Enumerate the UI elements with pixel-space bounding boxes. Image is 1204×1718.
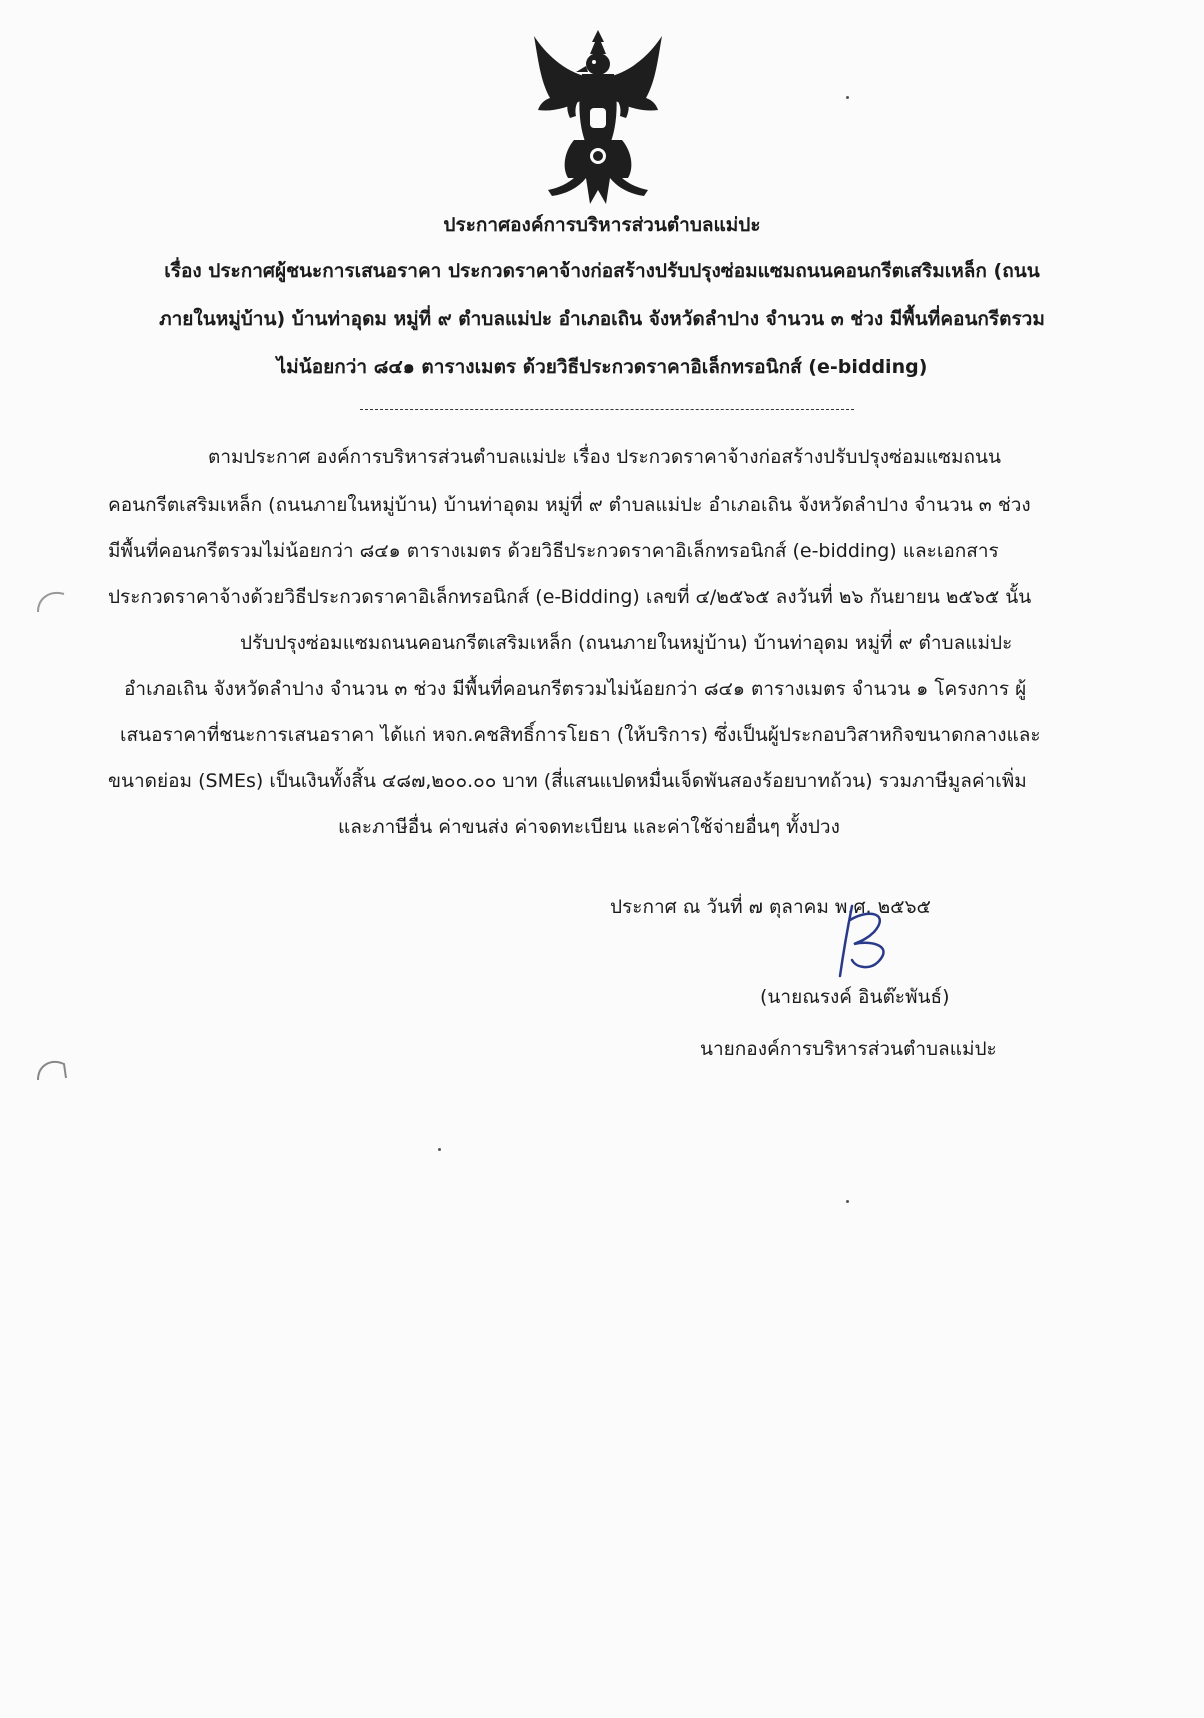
subject-line: เรื่อง ประกาศผู้ชนะการเสนอราคา ประกวดราคาจ้างก่อสร้างปรับปรุงซ่อมแซมถนนคอนกรีตเสริมเหล็ก (ถนน [164,260,1040,282]
paragraph-line: ประกวดราคาจ้างด้วยวิธีประกวดราคาอิเล็กทรอนิกส์ (e-Bidding) เลขที่ ๔/๒๕๖๕ ลงวันที่ ๒๖ กันยายน ๒๕๖๕ นั้น [108,586,1032,608]
announce-date: ประกาศ ณ วันที่ ๗ ตุลาคม พ.ศ. ๒๕๖๕ [610,896,931,918]
announcement-title: ประกาศองค์การบริหารส่วนตำบลแม่ปะ [443,214,761,236]
subject-line: ไม่น้อยกว่า ๘๔๑ ตารางเมตร ด้วยวิธีประกวดราคาอิเล็กทรอนิกส์ (e-bidding) [276,356,928,378]
scan-speck [846,1200,849,1203]
paragraph-line: คอนกรีตเสริมเหล็ก (ถนนภายในหมู่บ้าน) บ้านท่าอุดม หมู่ที่ ๙ ตำบลแม่ปะ อำเภอเถิน จังหวัดลำปาง จำนวน ๓ ช่วง [108,494,1031,516]
paragraph-line: มีพื้นที่คอนกรีตรวมไม่น้อยกว่า ๘๔๑ ตารางเมตร ด้วยวิธีประกวดราคาอิเล็กทรอนิกส์ (e-bidding) และเอกสาร [108,540,999,562]
garuda-emblem-icon [528,28,668,206]
paragraph-line: ตามประกาศ องค์การบริหารส่วนตำบลแม่ปะ เรื่อง ประกวดราคาจ้างก่อสร้างปรับปรุงซ่อมแซมถนน [208,446,1002,468]
paragraph-line: ปรับปรุงซ่อมแซมถนนคอนกรีตเสริมเหล็ก (ถนนภายในหมู่บ้าน) บ้านท่าอุดม หมู่ที่ ๙ ตำบลแม่ปะ [240,632,1013,654]
paragraph-line: เสนอราคาที่ชนะการเสนอราคา ได้แก่ หจก.คชสิทธิ์การโยธา (ให้บริการ) ซึ่งเป็นผู้ประกอบวิสาหกิจขนาดกลางและ [120,724,1041,746]
punch-hole [34,586,68,620]
paragraph-line: อำเภอเถิน จังหวัดลำปาง จำนวน ๓ ช่วง มีพื้นที่คอนกรีตรวมไม่น้อยกว่า ๘๔๑ ตารางเมตร จำนวน ๑ โครงการ ผู้ [124,678,1027,700]
scan-speck [438,1148,441,1151]
scan-speck [846,96,849,99]
subject-line: ภายในหมู่บ้าน) บ้านท่าอุดม หมู่ที่ ๙ ตำบลแม่ปะ อำเภอเถิน จังหวัดลำปาง จำนวน ๓ ช่วง มีพื้นที่คอนกรีตรวม [159,308,1045,330]
paragraph-line: และภาษีอื่น ค่าขนส่ง ค่าจดทะเบียน และค่าใช้จ่ายอื่นๆ ทั้งปวง [338,816,840,838]
signatory-position: นายกองค์การบริหารส่วนตำบลแม่ปะ [700,1038,997,1060]
paragraph-line: ขนาดย่อม (SMEs) เป็นเงินทั้งสิ้น ๔๘๗,๒๐๐.๐๐ บาท (สี่แสนแปดหมื่นเจ็ดพันสองร้อยบาทถ้วน) รวมภาษีมูลค่าเพิ่ม [108,770,1027,792]
signatory-name: (นายณรงค์ อินต๊ะพันธ์) [760,986,950,1008]
header-divider [360,409,854,410]
punch-hole [34,1054,68,1088]
handwritten-signature [830,902,900,980]
